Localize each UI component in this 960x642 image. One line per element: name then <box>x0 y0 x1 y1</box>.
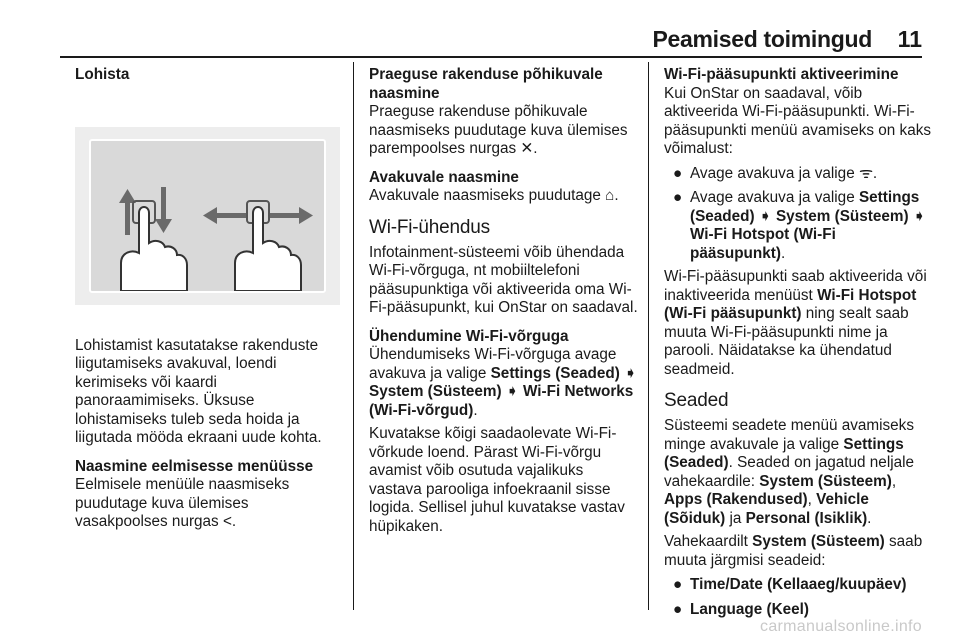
column-1 <box>75 66 345 532</box>
arrow-icon: ➧ <box>624 364 637 382</box>
menu-path-settings: Settings (Seaded) <box>490 364 620 382</box>
menu-path-wifi-networks: Wi-Fi Networks (Wi-Fi-võrgud) <box>369 383 634 419</box>
paragraph: Vahekaardilt System (Süsteem) saab muuta järgmisi seadeid: <box>664 533 923 569</box>
header-rule <box>60 56 922 58</box>
column-2 <box>369 66 639 536</box>
screen-panel <box>89 139 326 293</box>
paragraph: Infotainment-süsteemi võib ühendada Wi-Fi-võrguga, nt mobiiltelefoni pääsupunktiga või aktiveerida oma Wi-Fi-pääsupunkt, kui OnStar on saadaval. <box>369 243 638 316</box>
drag-hands-icon <box>91 141 324 291</box>
page-number: 11 <box>897 26 922 52</box>
arrow-icon: ➧ <box>758 207 772 225</box>
paragraph: Avakuvale naasmiseks puudutage ⌂. <box>369 187 619 204</box>
section-heading: Seaded <box>664 390 729 411</box>
subheading: Naasmine eelmisesse menüüsse <box>75 457 314 475</box>
back-icon: < <box>222 513 232 530</box>
paragraph: Praeguse rakenduse põhikuvale naasmiseks puudutage kuva ülemises parempoolses nurgas ✕. <box>369 103 628 157</box>
bullet-icon: ● <box>673 576 683 593</box>
subheading: Avakuvale naasmine <box>369 168 519 186</box>
list-item: ● Avage avakuva ja valige Settings (Seaded) ➧ System (Süsteem) ➧ Wi-Fi Hotspot (Wi-Fi pääsupunkt). <box>673 189 926 262</box>
wifi-icon: ᯤ <box>858 164 873 182</box>
section-heading: Wi-Fi-ühendus <box>369 216 490 238</box>
section-heading: Lohista <box>75 66 130 83</box>
list-item: ● Time/Date (Kellaaeg/kuupäev) <box>673 576 907 593</box>
bullet-icon: ● <box>673 189 683 206</box>
home-icon: ⌂ <box>605 187 615 204</box>
page-header <box>60 0 922 60</box>
drag-gesture-illustration <box>75 127 340 305</box>
list-item: ● Language (Keel) <box>673 600 809 618</box>
arrow-icon: ➧ <box>505 383 519 400</box>
subheading: Praeguse rakenduse põhikuvale naasmine <box>369 66 603 102</box>
subheading: Ühendumine Wi-Fi-võrguga <box>369 327 569 345</box>
close-icon: ✕ <box>520 140 534 157</box>
bullet-icon: ● <box>673 164 683 182</box>
menu-path-system: System (Süsteem) <box>369 383 502 400</box>
paragraph: Ühendumiseks Wi-Fi-võrguga avage avakuva ja valige Settings (Seaded) ➧ System (Süsteem) ➧ Wi-Fi Networks (Wi-Fi-võrgud). <box>369 346 637 419</box>
watermark: carmanualsonline.info <box>760 618 922 635</box>
paragraph: Lohistamist kasutatakse rakenduste liigutamiseks avakuval, loendi kerimiseks või kaardi panoraamimiseks. Üksuse lohistamiseks tuleb seda hoida ja liigutada mööda ekraani uude kohta. <box>75 336 322 446</box>
column-divider <box>648 62 649 610</box>
list-item: ● Avage avakuva ja valige ᯤ. <box>673 164 878 182</box>
page-title: Peamised toimingud <box>652 26 872 52</box>
paragraph: Kui OnStar on saadaval, võib aktiveerida Wi-Fi-pääsupunkti. Wi-Fi-pääsupunkti menüü avamiseks on kaks võimalust: <box>664 84 931 157</box>
subheading: Wi-Fi-pääsupunkti aktiveerimine <box>664 66 899 83</box>
column-3 <box>664 66 934 619</box>
paragraph: Eelmisele menüüle naasmiseks puudutage kuva ülemises vasakpoolses nurgas <. <box>75 476 290 530</box>
arrow-icon: ➧ <box>912 207 926 225</box>
column-divider <box>353 62 354 610</box>
paragraph: Kuvatakse kõigi saadaolevate Wi-Fi-võrkude loend. Pärast Wi-Fi-võrgu avamist võib osutuda vajalikuks vastava parooliga infoekraanil sisse logida. Sellisel juhul kuvatakse vastav hüpikaken. <box>369 425 625 535</box>
bullet-icon: ● <box>673 600 683 618</box>
paragraph: Wi-Fi-pääsupunkti saab aktiveerida või inaktiveerida menüüst Wi-Fi Hotspot (Wi-Fi pääsupunkt) ning sealt saab muuta Wi-Fi-pääsupunkti nime ja parooli. Näidatakse ka ühendatud seadmeid. <box>664 268 927 378</box>
paragraph: Süsteemi seadete menüü avamiseks minge avakuvale ja valige Settings (Seaded). Seaded on jagatud neljale vahekaardile: System (Süsteem), Apps (Rakendused), Vehicle (Sõiduk) ja Personal (Isiklik). <box>664 417 915 527</box>
